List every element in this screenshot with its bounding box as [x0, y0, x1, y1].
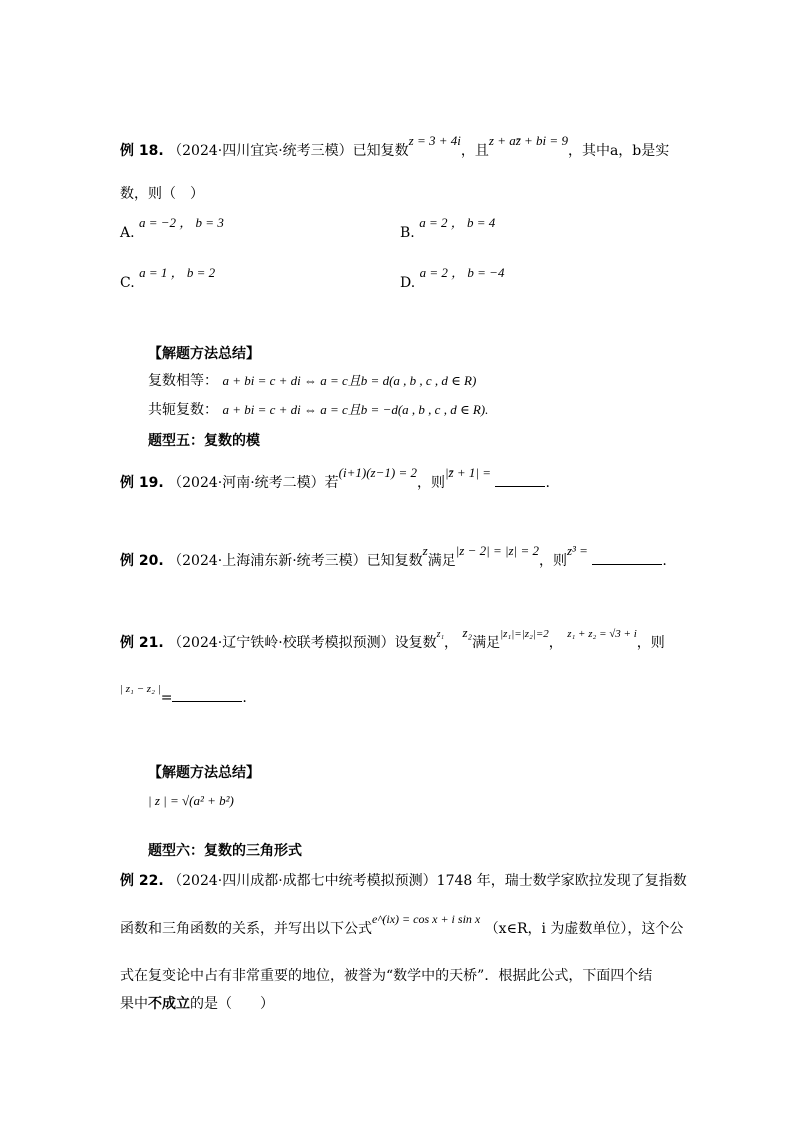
summary-label: 复数相等： [148, 373, 218, 389]
formula: |z₁|=|z₂|=2 [500, 628, 549, 640]
option-c[interactable] [120, 265, 216, 291]
example-label: 例 20. [120, 553, 164, 569]
answer-blank[interactable] [495, 485, 545, 487]
option-a[interactable] [120, 215, 224, 241]
question-source: （2024·上海浦东新·统考三模）已知复数 [168, 553, 423, 569]
period: . [662, 553, 667, 569]
question-text: 满足 [472, 635, 501, 651]
formula: z + az̄ + bi = 9 [488, 133, 568, 148]
modulus-formula: | z | = √(a² + b²) [148, 793, 234, 808]
emphasis-text: 不成立 [148, 996, 190, 1012]
section-title: 题型六：复数的三角形式 [148, 843, 302, 859]
summary-row-equality [148, 370, 476, 390]
option-expr: a = 1 ， b = 2 [139, 265, 216, 280]
example-22-line3: 式在复变论中占有非常重要的地位，被誉为“数学中的天桥”．根据此公式，下面四个结 [120, 968, 653, 984]
formula: |z − 2| = |z| = 2 [455, 543, 539, 558]
example-21-line1 [120, 625, 665, 652]
example-22-line4 [120, 993, 274, 1013]
section-title: 题型五：复数的模 [148, 433, 260, 449]
example-19 [120, 465, 550, 492]
formula: | z₁ − z₂ | [120, 683, 161, 695]
period: . [242, 690, 247, 706]
answer-blank[interactable] [172, 700, 242, 702]
formula: z₁ + z₂ = √3 + i [567, 628, 637, 640]
question-text: 函数和三角函数的关系，并写出以下公式 [120, 921, 372, 937]
formula: z₁ [436, 629, 445, 640]
formula: (i+1)(z−1) = 2 [338, 465, 417, 480]
example-21-line2 [120, 683, 247, 706]
option-b[interactable] [400, 215, 496, 241]
example-20 [120, 543, 667, 570]
question-source: （2024·河南·统考二模）若 [168, 475, 339, 491]
question-source: （2024·四川宜宾·统考三模）已知复数 [168, 143, 409, 159]
separator: ， [444, 635, 459, 651]
question-text: ，则 [538, 553, 567, 569]
summary-label: 共轭复数： [148, 402, 218, 418]
option-expr: a = −2 ， b = 3 [139, 215, 224, 230]
separator: ， [548, 635, 563, 651]
formula: a + bi = c + di ⇔ a = c且b = −d(a , b , c , d ∈ R). [222, 402, 489, 417]
question-text: ，且 [460, 143, 489, 159]
answer-blank[interactable] [592, 563, 662, 565]
example-22-line1 [120, 870, 687, 890]
formula: z₂ [462, 625, 473, 640]
formula: a + bi = c + di ⇔ a = c且b = d(a , b , c , d ∈ R) [222, 373, 477, 388]
euler-formula: e^(ix) = cos x + i sin x [372, 912, 481, 926]
option-expr: a = 2 ， b = −4 [419, 265, 505, 280]
summary-title: 【解题方法总结】 [148, 346, 260, 362]
example-label: 例 18. [120, 143, 164, 159]
question-text: （x∈R，i 为虚数单位），这个公 [484, 921, 684, 937]
example-18-line1 [120, 133, 670, 160]
example-18-line2: 数，则（ ） [120, 186, 204, 202]
option-letter: B. [400, 225, 415, 241]
example-label: 例 22. [120, 873, 164, 889]
option-letter: A. [120, 225, 135, 241]
option-letter: D. [400, 275, 416, 291]
question-text: ，其中a，b是实 [567, 143, 670, 159]
equals: = [160, 690, 173, 706]
question-text: ，则 [636, 635, 665, 651]
question-text: 的是（ ） [190, 996, 274, 1012]
question-source: （2024·辽宁铁岭·校联考模拟预测）设复数 [168, 635, 437, 651]
formula: z = 3 + 4i [408, 133, 461, 148]
option-d[interactable] [400, 265, 505, 291]
formula: |z̄ + 1| = [444, 465, 491, 480]
summary-title: 【解题方法总结】 [148, 765, 260, 781]
period: . [545, 475, 550, 491]
example-22-line2 [120, 912, 684, 938]
summary-row-conjugate [148, 399, 488, 419]
question-text: （2024·四川成都·成都七中统考模拟预测）1748 年，瑞士数学家欧拉发现了复指数 [168, 873, 687, 889]
question-text: ，则 [416, 475, 445, 491]
formula: z³ = [566, 543, 588, 558]
option-letter: C. [120, 275, 135, 291]
question-text: 果中 [120, 996, 148, 1012]
example-label: 例 21. [120, 635, 164, 651]
option-expr: a = 2 ， b = 4 [419, 215, 496, 230]
example-label: 例 19. [120, 475, 164, 491]
formula: z [422, 543, 428, 558]
question-text: 满足 [427, 553, 456, 569]
